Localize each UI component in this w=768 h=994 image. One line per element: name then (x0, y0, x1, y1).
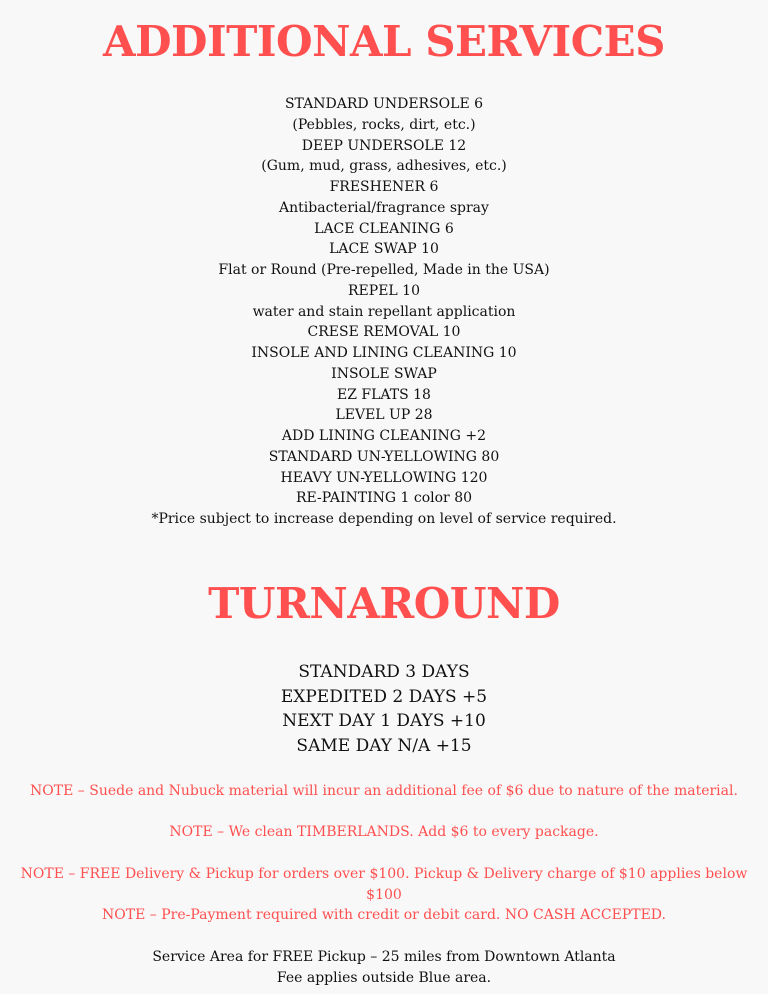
note-prepayment: NOTE – Pre-Payment required with credit or debit card. NO CASH ACCEPTED. (102, 907, 666, 923)
service-line: LACE SWAP 10 (329, 241, 439, 258)
service-line: water and stain repellant application (252, 303, 516, 320)
turnaround-option: SAME DAY N/A +15 (296, 735, 472, 756)
service-line: Flat or Round (Pre-repelled, Made in the USA) (218, 262, 550, 278)
service-area-fee: Fee applies outside Blue area. (276, 969, 492, 986)
note-delivery-pickup: NOTE – FREE Delivery & Pickup for orders over $100. Pickup & Delivery charge of $10 applies below $100 (20, 866, 748, 903)
note-suede-nubuck: NOTE – Suede and Nubuck material will incur an additional fee of $6 due to nature of the material. (30, 783, 738, 799)
service-area (0, 947, 768, 988)
service-line: CRESE REMOVAL 10 (307, 324, 461, 341)
turnaround-option: NEXT DAY 1 DAYS +10 (282, 711, 486, 731)
service-area-line: Service Area for FREE Pickup – 25 miles from Downtown Atlanta (152, 949, 616, 965)
service-line: LACE CLEANING 6 (314, 220, 454, 237)
service-line: (Pebbles, rocks, dirt, etc.) (292, 116, 476, 133)
turnaround-option: STANDARD 3 DAYS (298, 662, 470, 682)
additional-services-list (0, 94, 768, 530)
service-line: INSOLE SWAP (331, 365, 437, 382)
service-line: RE-PAINTING 1 color 80 (295, 490, 473, 507)
service-line: EZ FLATS 18 (337, 386, 431, 403)
turnaround-option: EXPEDITED 2 DAYS +5 (280, 686, 488, 707)
service-line: FRESHENER 6 (329, 179, 439, 195)
service-line: ADD LINING CLEANING +2 (281, 428, 487, 444)
price-disclaimer: *Price subject to increase depending on level of service required. (151, 511, 617, 527)
service-line: REPEL 10 (348, 282, 420, 299)
turnaround-title: TURNAROUND (208, 579, 560, 628)
note-timberlands: NOTE – We clean TIMBERLANDS. Add $6 to every package. (169, 824, 599, 840)
service-line: (Gum, mud, grass, adhesives, etc.) (261, 158, 507, 175)
service-line: DEEP UNDERSOLE 12 (301, 137, 467, 154)
note-delivery-block (8, 864, 760, 926)
turnaround-list (0, 660, 768, 758)
service-line: HEAVY UN-YELLOWING 120 (280, 469, 488, 486)
service-line: STANDARD UNDERSOLE 6 (284, 96, 484, 112)
service-line: Antibacterial/fragrance spray (279, 199, 489, 216)
additional-services-title: ADDITIONAL SERVICES (103, 17, 665, 66)
service-line: LEVEL UP 28 (335, 407, 433, 424)
service-line: STANDARD UN-YELLOWING 80 (268, 448, 500, 465)
service-line: INSOLE AND LINING CLEANING 10 (251, 345, 517, 361)
